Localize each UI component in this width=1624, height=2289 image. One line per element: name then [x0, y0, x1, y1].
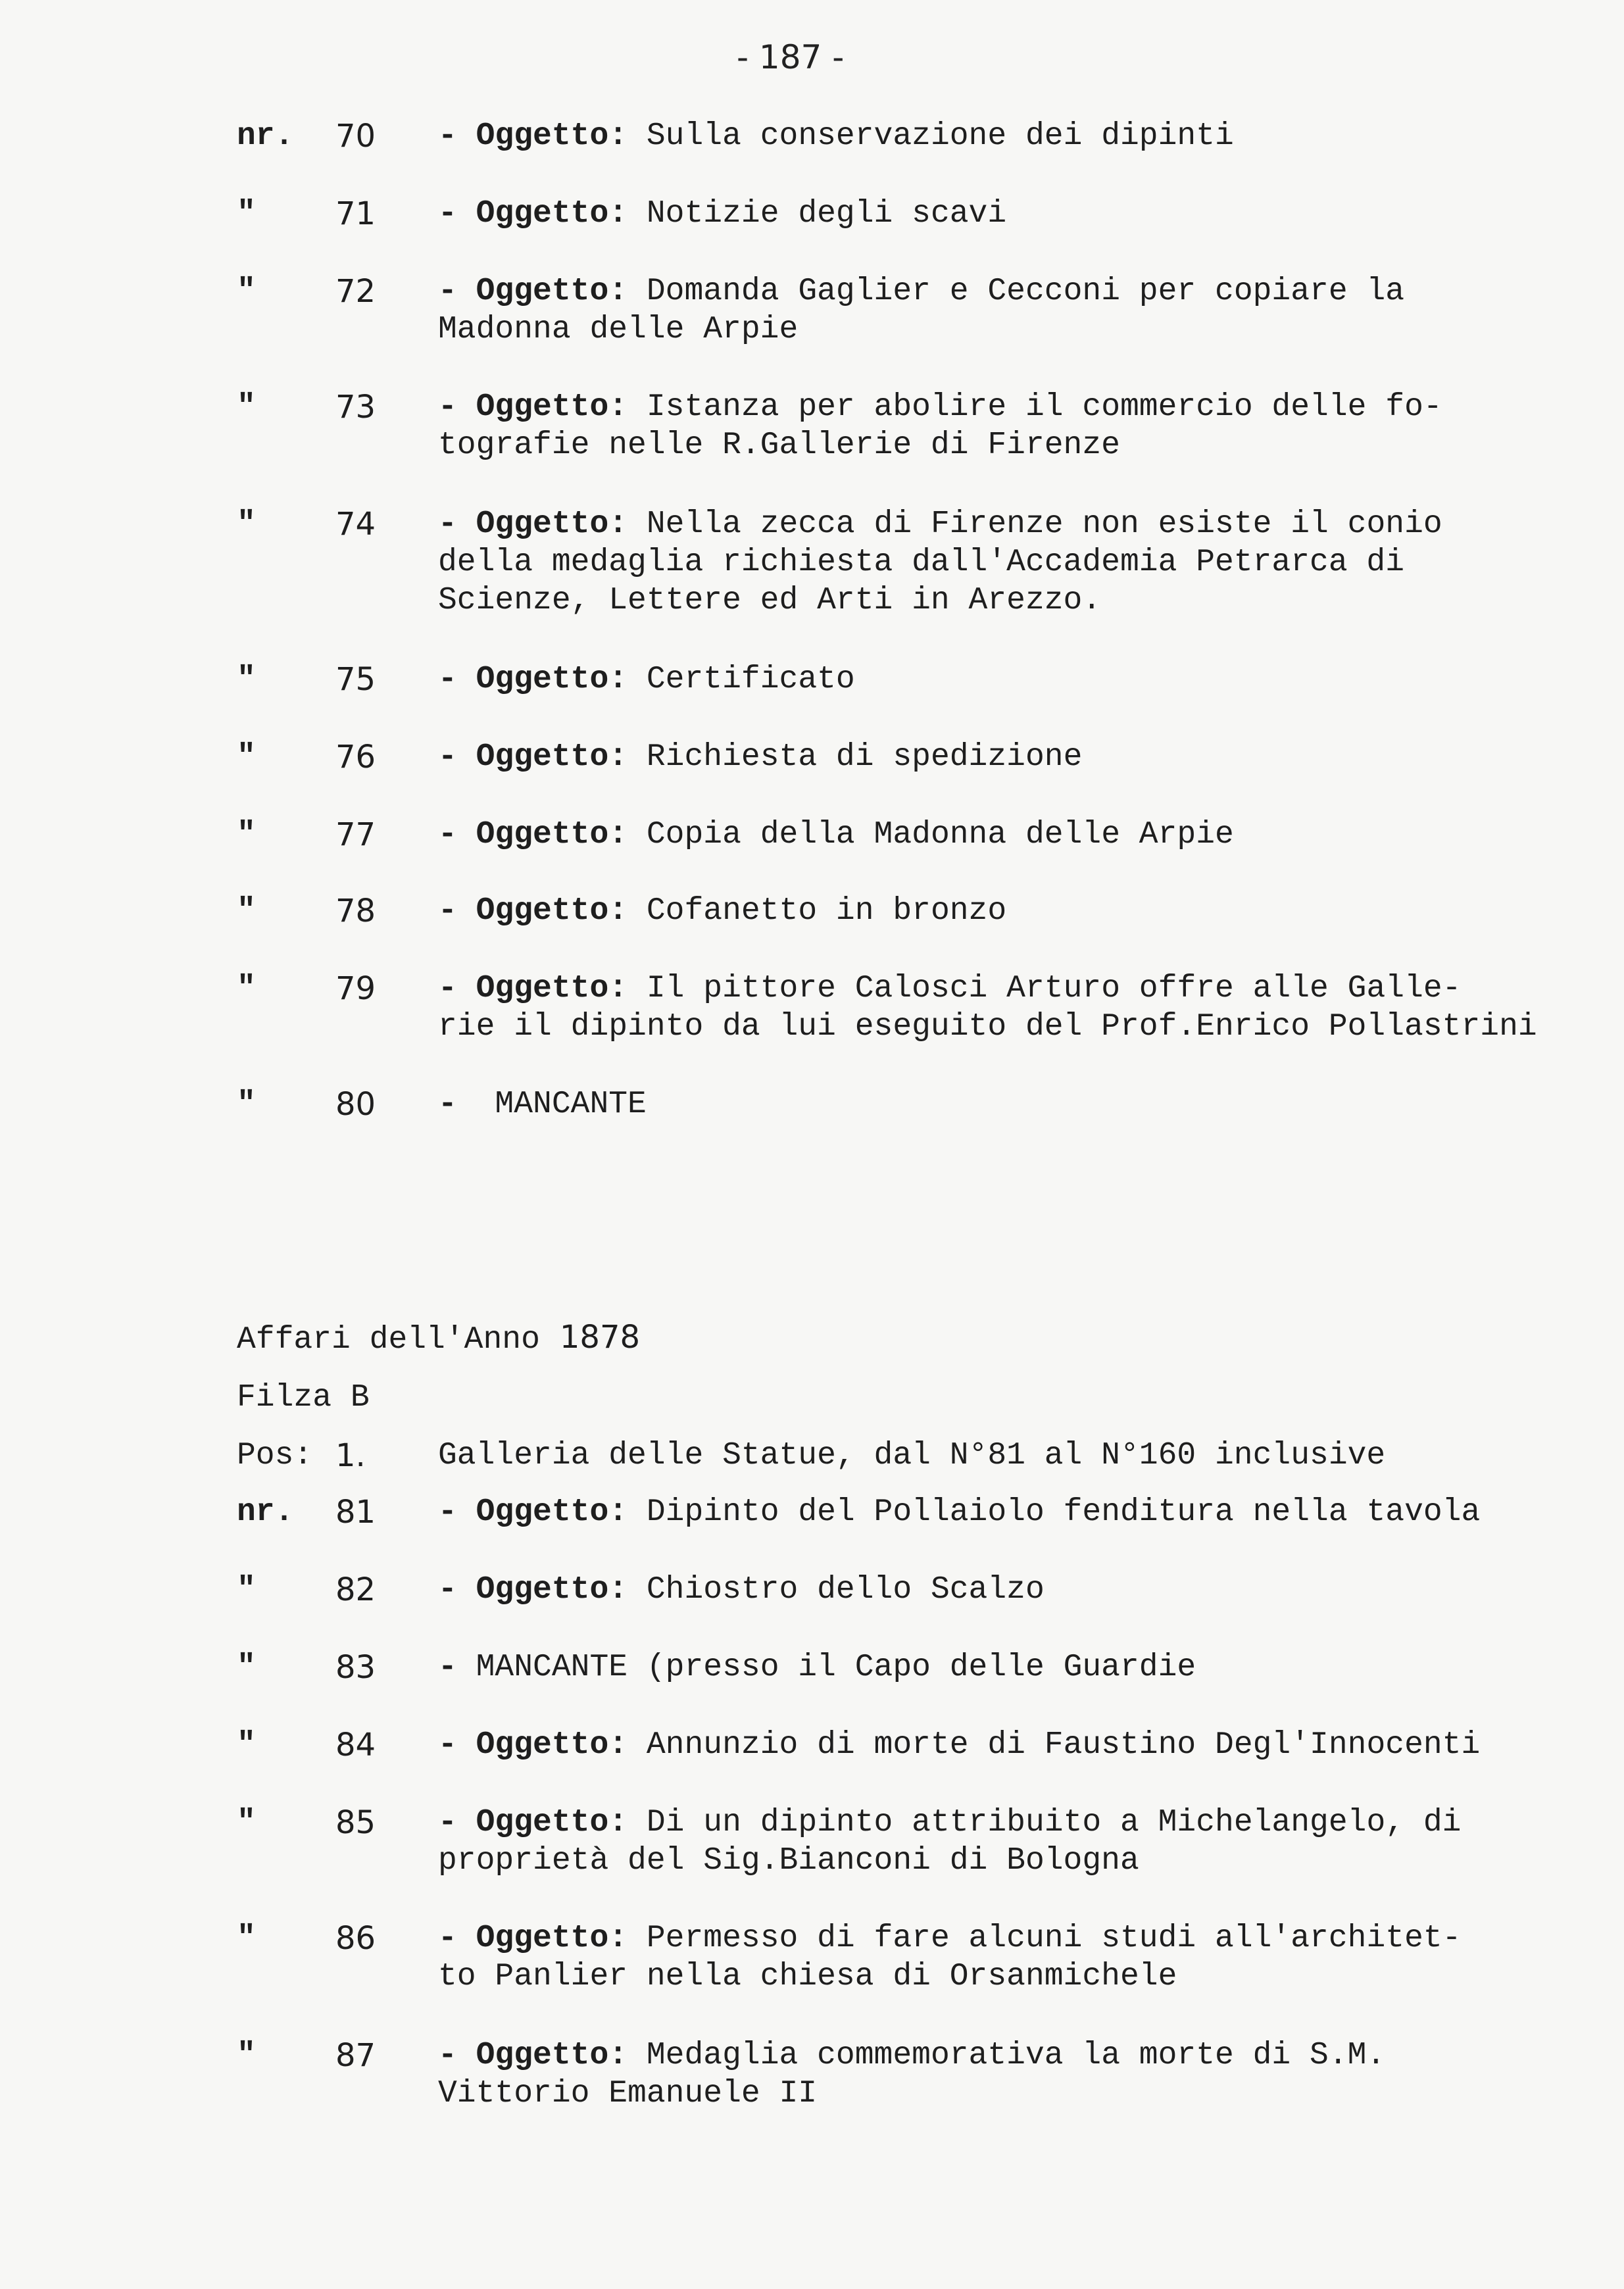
entry-prefix: "	[237, 1727, 256, 1763]
entry-prefix: "	[237, 1805, 256, 1840]
entry-prefix: "	[237, 662, 256, 697]
entry-prefix: "	[237, 1087, 256, 1122]
entry-text: - Oggetto: Certificato	[438, 662, 855, 697]
entry-text: - Oggetto: Istanza per abolire il commercio delle fo- tografie nelle R.Gallerie di Firenze	[438, 389, 1442, 463]
entry-text: - Oggetto: Domanda Gaglier e Cecconi per copiare la Madonna delle Arpie	[438, 274, 1405, 347]
entry-prefix: "	[237, 1650, 256, 1685]
entry-prefix: "	[237, 274, 256, 309]
entry-number: 71	[335, 195, 376, 232]
entry-number: 86	[335, 1920, 376, 1957]
entry-prefix: "	[237, 971, 256, 1006]
entry-prefix: nr.	[237, 118, 294, 154]
entry-number: 80	[335, 1086, 376, 1123]
entry-number: 77	[335, 816, 376, 853]
entry-text: - Oggetto: Il pittore Calosci Arturo offre alle Galle- rie il dipinto da lui eseguito del Prof.Enrico Pollastrini	[438, 971, 1537, 1045]
entry-text: - Oggetto: Permesso di fare alcuni studi all'architet- to Panlier nella chiesa di Orsanmichele	[438, 1921, 1462, 1994]
entry-prefix: "	[237, 1921, 256, 1956]
entry-number: 87	[335, 2037, 376, 2074]
entry-text: - MANCANTE	[438, 1087, 647, 1122]
pos-description: Galleria delle Statue, dal N°81 al N°160 inclusive	[438, 1438, 1386, 1473]
entry-number: 74	[335, 506, 376, 543]
entry-text: - Oggetto: Richiesta di spedizione	[438, 739, 1083, 775]
entry-text: - Oggetto: Chiostro dello Scalzo	[438, 1572, 1045, 1608]
entry-number: 82	[335, 1571, 376, 1608]
entry-prefix: nr.	[237, 1494, 294, 1530]
entry-number: 85	[335, 1804, 376, 1841]
entry-prefix: "	[237, 739, 256, 775]
entry-text: - Oggetto: Dipinto del Pollaiolo fenditura nella tavola	[438, 1494, 1481, 1530]
section-heading: Affari dell'Anno 1878	[237, 1319, 641, 1358]
page-number: - 187 -	[737, 38, 845, 76]
entry-number: 70	[335, 118, 376, 155]
entry-text: - Oggetto: Copia della Madonna delle Arpie	[438, 817, 1234, 852]
entry-number: 72	[335, 273, 376, 310]
entry-text: - Oggetto: Nella zecca di Firenze non esiste il conio della medaglia richiesta dall'Accademia Petrarca di Scienze, Lettere ed Arti in Arezzo.	[438, 506, 1442, 618]
entry-prefix: "	[237, 1572, 256, 1608]
pos-label: Pos:	[237, 1438, 313, 1473]
entry-text: - MANCANTE (presso il Capo delle Guardie	[438, 1650, 1196, 1685]
entry-text: - Oggetto: Notizie degli scavi	[438, 196, 1007, 232]
entry-prefix: "	[237, 506, 256, 542]
entry-text: - Oggetto: Cofanetto in bronzo	[438, 893, 1007, 929]
heading-year: 1878	[559, 1319, 641, 1356]
entry-text: - Oggetto: Sulla conservazione dei dipinti	[438, 118, 1234, 154]
entry-prefix: "	[237, 389, 256, 425]
entry-prefix: "	[237, 2038, 256, 2073]
entry-number: 75	[335, 661, 376, 698]
entry-number: 79	[335, 970, 376, 1007]
entry-prefix: "	[237, 817, 256, 852]
entry-number: 78	[335, 893, 376, 929]
entry-number: 83	[335, 1649, 376, 1686]
entry-text: - Oggetto: Di un dipinto attribuito a Michelangelo, di proprietà del Sig.Bianconi di Bologna	[438, 1805, 1462, 1879]
entry-number: 73	[335, 389, 376, 426]
entry-prefix: "	[237, 196, 256, 232]
entry-number: 76	[335, 739, 376, 775]
entry-number: 81	[335, 1494, 376, 1531]
pos-value: 1.	[335, 1437, 366, 1474]
entry-text: - Oggetto: Medaglia commemorativa la morte di S.M. Vittorio Emanuele II	[438, 2038, 1386, 2111]
entry-number: 84	[335, 1727, 376, 1763]
filza-label: Filza B	[237, 1380, 370, 1415]
entry-prefix: "	[237, 893, 256, 929]
entry-text: - Oggetto: Annunzio di morte di Faustino Degl'Innocenti	[438, 1727, 1481, 1763]
